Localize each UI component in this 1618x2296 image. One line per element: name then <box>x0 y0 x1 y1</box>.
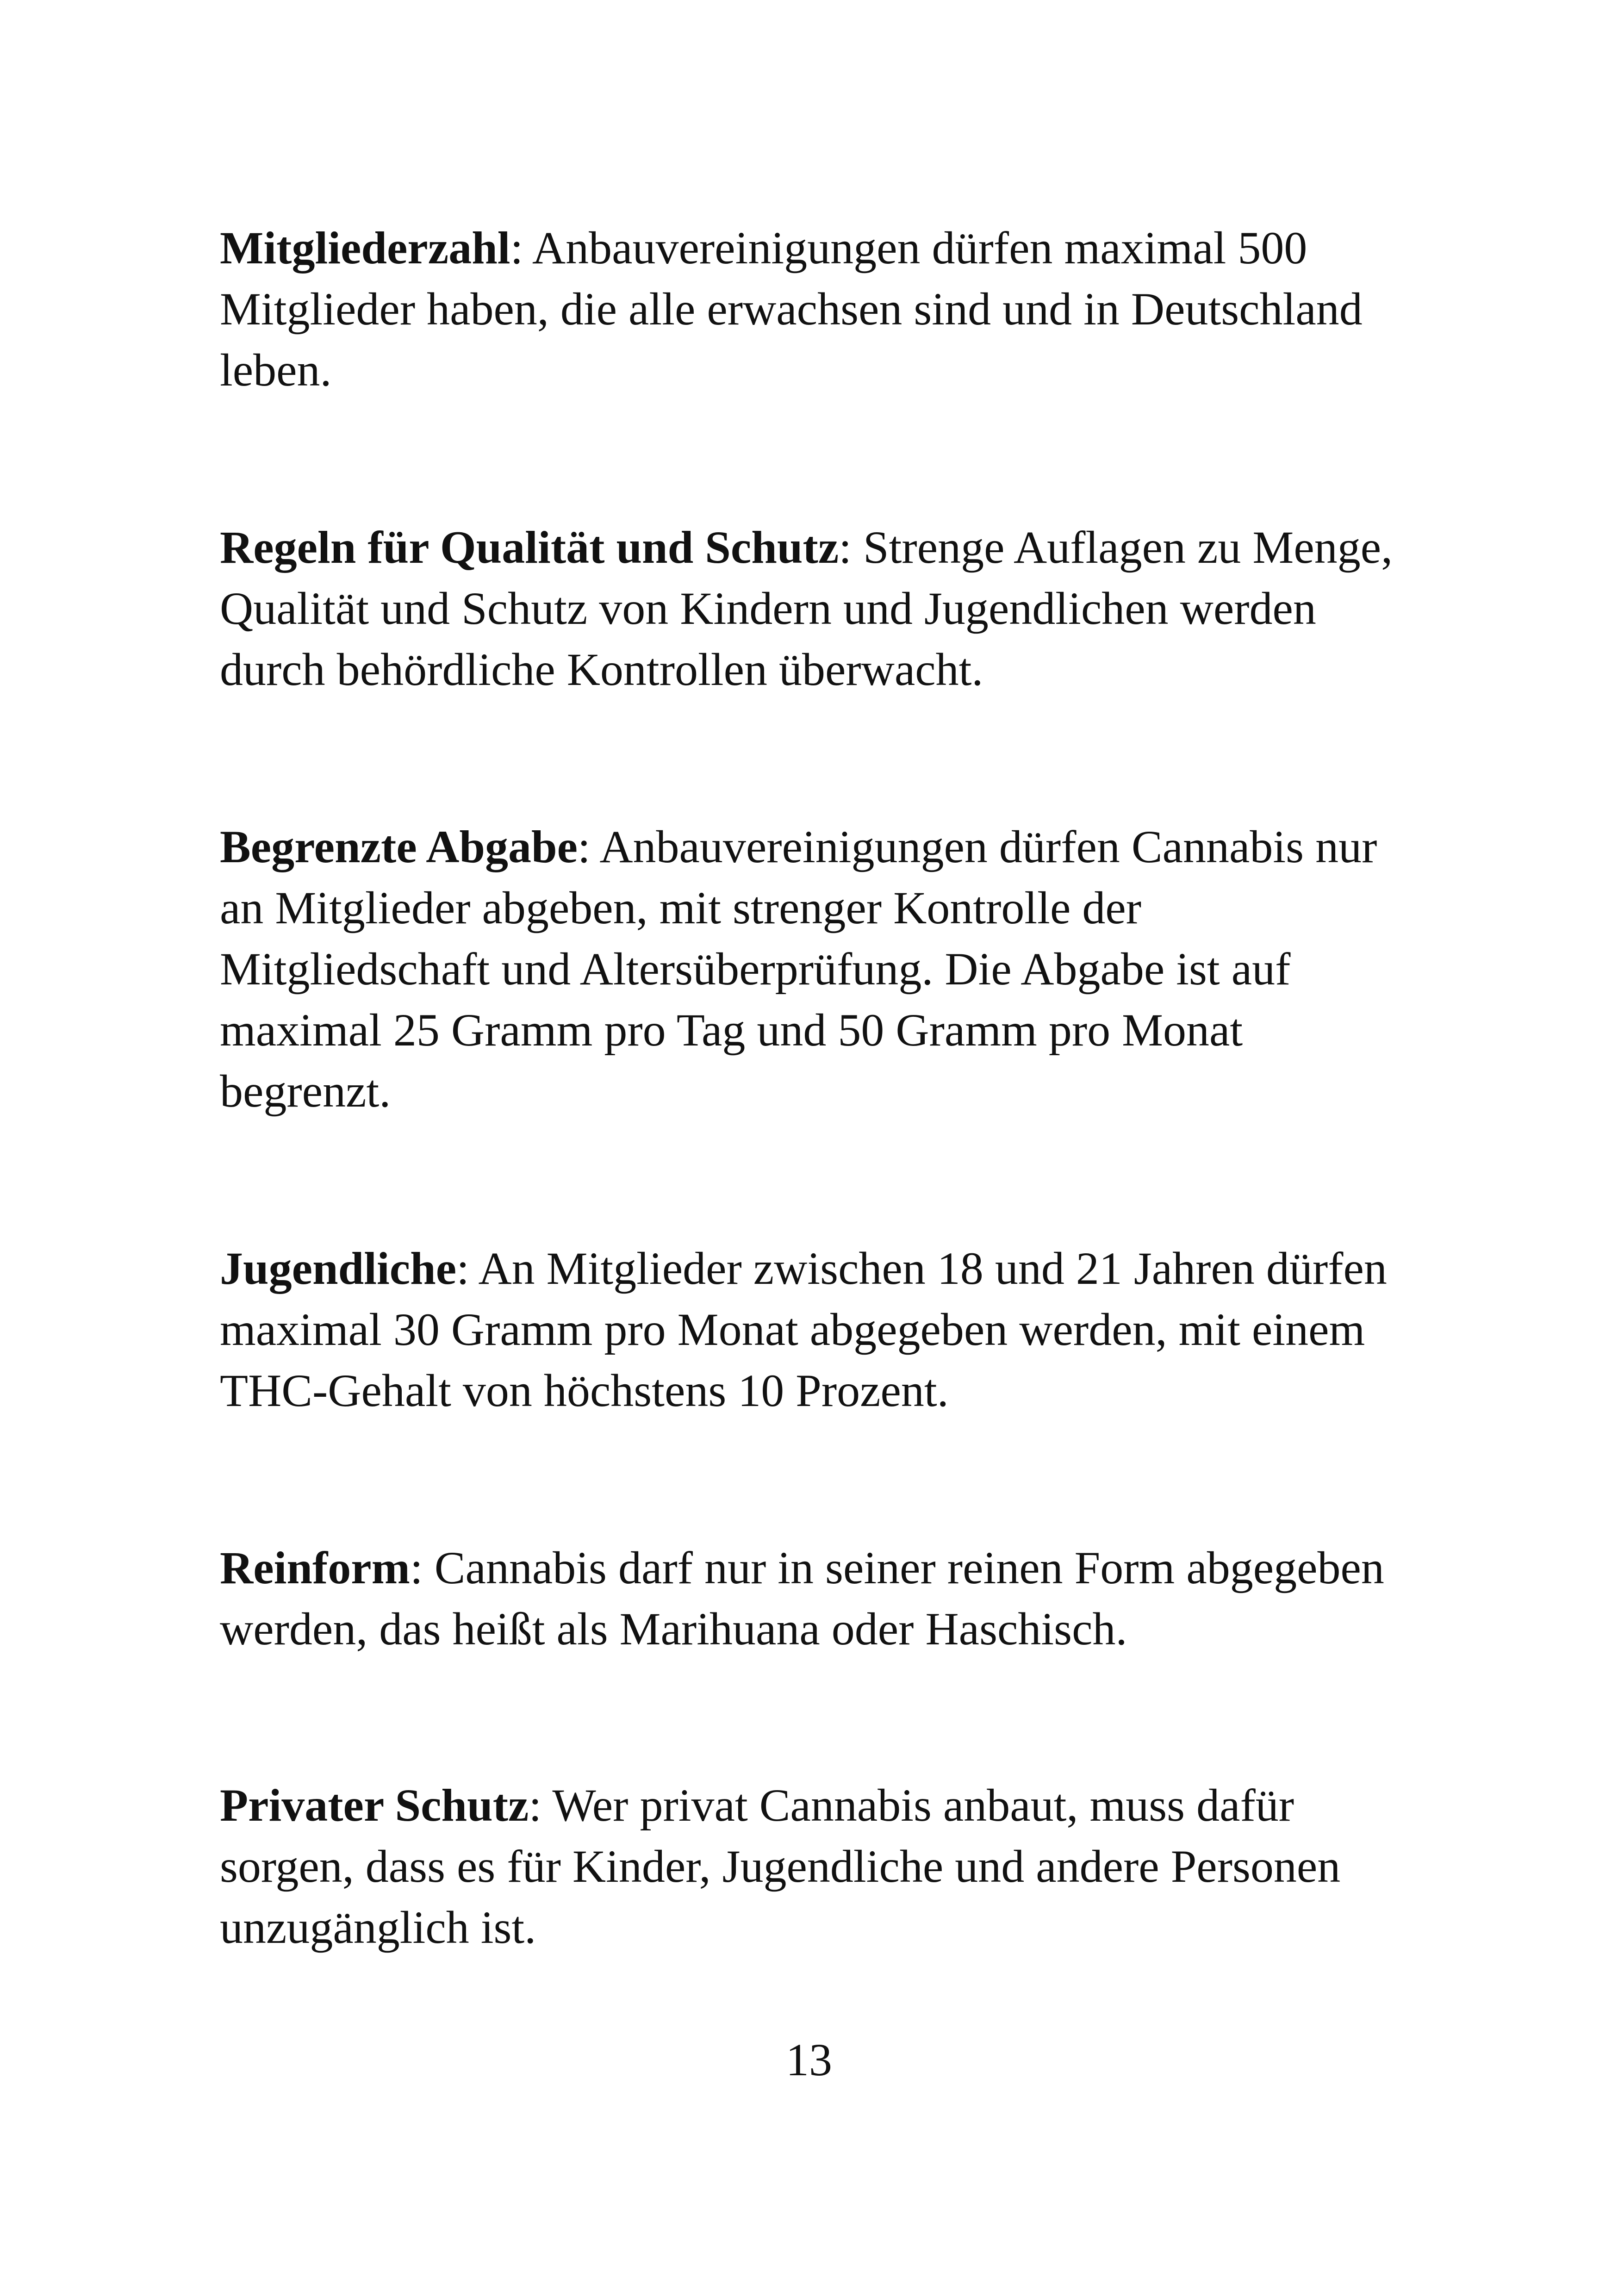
paragraph-term: Reinform <box>220 1542 410 1593</box>
paragraph-privater-schutz <box>220 1775 1405 1958</box>
paragraph-term: Privater Schutz <box>220 1780 529 1831</box>
paragraph-begrenzte-abgabe <box>220 816 1405 1122</box>
page-number: 13 <box>786 2034 832 2085</box>
paragraph-jugendliche <box>220 1238 1405 1421</box>
paragraph-regeln <box>220 517 1405 700</box>
paragraph-text: : Wer privat Cannabis anbaut, muss dafür sorgen, dass es für Kinder, Jugendliche und andere Personen unzugänglich ist. <box>220 1780 1341 1953</box>
paragraph-reinform <box>220 1537 1405 1660</box>
paragraph-term: Mitgliederzahl <box>220 222 510 274</box>
paragraph-mitgliederzahl <box>220 218 1405 401</box>
paragraph-term: Begrenzte Abgabe <box>220 821 578 872</box>
paragraph-text: : Strenge Auflagen zu Menge, Qualität und Schutz von Kindern und Jugendlichen werden durch behördliche Kontrollen überwacht. <box>220 522 1393 695</box>
paragraph-text: : Anbauvereinigungen dürfen Cannabis nur an Mitglieder abgeben, mit strenger Kontrolle der Mitgliedschaft und Altersüberprüfung. Die Abgabe ist auf maximal 25 Gramm pro Tag und 50 Gramm pro Monat begrenzt. <box>220 821 1377 1117</box>
paragraph-text: : Cannabis darf nur in seiner reinen Form abgegeben werden, das heißt als Marihuana oder Haschisch. <box>220 1542 1384 1655</box>
paragraph-text: : An Mitglieder zwischen 18 und 21 Jahren dürfen maximal 30 Gramm pro Monat abgegeben werden, mit einem THC-Gehalt von höchstens 10 Prozent. <box>220 1243 1387 1416</box>
paragraph-term: Jugendliche <box>220 1243 457 1294</box>
paragraph-text: : Anbauvereinigungen dürfen maximal 500 Mitglieder haben, die alle erwachsen sind und in Deutschland leben. <box>220 222 1363 396</box>
paragraph-term: Regeln für Qualität und Schutz <box>220 522 839 573</box>
